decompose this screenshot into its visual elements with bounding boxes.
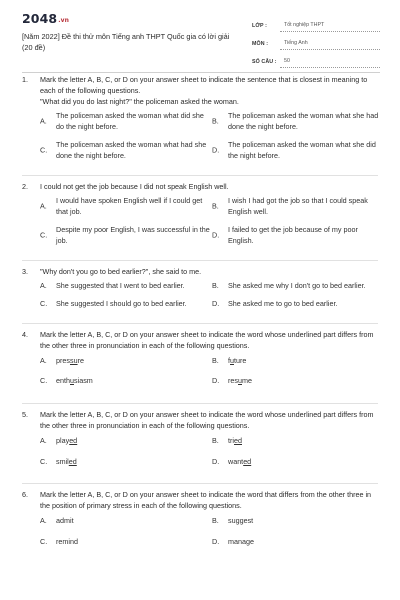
- option-underlined-part: ed: [234, 435, 242, 445]
- option-letter: B.: [212, 116, 219, 126]
- answer-option-d[interactable]: [212, 140, 384, 162]
- option-letter: C.: [40, 376, 48, 386]
- answer-options: [0, 281, 400, 317]
- option-letter: C.: [40, 145, 48, 155]
- answer-option-c[interactable]: [40, 140, 212, 162]
- option-letter: B.: [212, 281, 219, 291]
- option-text-part: ture: [234, 355, 247, 365]
- option-underlined-part: ed: [69, 435, 78, 445]
- question-4: [0, 330, 400, 397]
- option-letter: A.: [40, 355, 47, 365]
- option-letter: B.: [212, 201, 219, 211]
- answer-option-c[interactable]: [40, 225, 212, 247]
- option-text: manage: [228, 536, 254, 546]
- answer-option-c[interactable]: [40, 537, 212, 548]
- option-text: The policeman asked the woman what she did the night before.: [228, 139, 376, 160]
- document-title: [Năm 2022] Đề thi thử môn Tiếng anh THPT Quốc gia có lời giải (20 đề): [22, 32, 230, 52]
- answer-option-a[interactable]: [40, 356, 212, 367]
- question-text-line: Mark the letter A, B, C, or D on your answer sheet to indicate the word whose underlined part differs from the other three in pronunciation in each of the following questions.: [40, 410, 374, 430]
- option-text: admit: [56, 515, 74, 525]
- option-letter: D.: [212, 230, 220, 240]
- option-letter: D.: [212, 456, 220, 466]
- meta-count-row: [252, 50, 380, 68]
- question-stem: [0, 490, 400, 512]
- answer-option-b[interactable]: [212, 436, 384, 447]
- question-number: 1.: [22, 75, 28, 84]
- option-underlined-part: ed: [243, 456, 252, 466]
- question-divider: [22, 260, 378, 261]
- question-3: [0, 267, 400, 317]
- answer-option-d[interactable]: [212, 457, 384, 468]
- question-number: 5.: [22, 410, 28, 420]
- option-text: The policeman asked the woman what she had done the night before.: [228, 111, 379, 132]
- option-letter: D.: [212, 536, 220, 546]
- answer-options: [0, 111, 400, 168]
- option-letter: A.: [40, 116, 47, 126]
- option-text: She suggested I should go to bed earlier.: [56, 299, 187, 309]
- option-letter: C.: [40, 536, 48, 546]
- question-stem: [0, 75, 400, 107]
- answer-option-b[interactable]: [212, 516, 384, 527]
- question-text-line: "What did you do last night?" the policeman asked the woman.: [40, 96, 239, 106]
- question-1: [0, 75, 400, 169]
- question-stem: [0, 330, 400, 352]
- option-text: She suggested that I went to bed earlier.: [56, 281, 185, 291]
- option-letter: A.: [40, 281, 47, 291]
- question-divider: [22, 323, 378, 324]
- option-underlined-part: u: [70, 376, 74, 386]
- answer-option-a[interactable]: [40, 281, 212, 292]
- answer-option-d[interactable]: [212, 225, 384, 247]
- header: [0, 0, 400, 72]
- option-letter: D.: [212, 145, 220, 155]
- option-text: The policeman asked the woman what did she do the night before.: [56, 111, 204, 132]
- option-letter: B.: [212, 515, 219, 525]
- question-text-line: I could not get the job because I did not speak English well.: [40, 181, 229, 191]
- meta-subject-key: MÔN :: [252, 41, 269, 47]
- answer-option-b[interactable]: [212, 196, 384, 218]
- question-number: 4.: [22, 329, 28, 339]
- option-text-part: play: [56, 435, 70, 445]
- answer-option-b[interactable]: [212, 281, 384, 292]
- option-text: Despite my poor English, I was successful in the job.: [56, 224, 210, 245]
- meta-class-value: Tốt nghiệp THPT: [280, 22, 380, 32]
- question-number: 2.: [22, 181, 28, 191]
- question-text-line: "Why don't you go to bed earlier?", she said to me.: [40, 266, 202, 276]
- answer-options: [0, 516, 400, 558]
- logo-suffix: .vn: [58, 17, 69, 24]
- option-letter: A.: [40, 201, 47, 211]
- question-2: [0, 182, 400, 254]
- answer-option-b[interactable]: [212, 356, 384, 367]
- option-letter: D.: [212, 299, 220, 309]
- question-number: 3.: [22, 266, 28, 276]
- option-text: The policeman asked the woman what had she done the night before.: [56, 139, 207, 160]
- option-text-part: smil: [56, 456, 69, 466]
- option-letter: B.: [212, 435, 219, 445]
- option-text: remind: [56, 536, 78, 546]
- option-text-part: enth: [56, 376, 70, 386]
- option-text-part: tri: [228, 435, 234, 445]
- option-underlined-part: ed: [68, 456, 77, 466]
- answer-option-a[interactable]: [40, 111, 212, 133]
- option-letter: C.: [40, 299, 48, 309]
- question-number: 6.: [22, 490, 28, 500]
- meta-class-key: LỚP :: [252, 23, 267, 29]
- question-list: [0, 75, 400, 558]
- meta-count-value: 50: [280, 58, 380, 68]
- option-letter: C.: [40, 456, 48, 466]
- option-text-part: me: [242, 376, 252, 386]
- option-text: She asked me why I don't go to bed earlier.: [228, 281, 366, 291]
- question-stem: [0, 267, 400, 278]
- option-underlined-part: su: [69, 355, 78, 365]
- question-5: [0, 410, 400, 477]
- question-text-line: Mark the letter A, B, C, or D on your answer sheet to indicate the word that differs from the other three in the position of primary stress in each of the following questions.: [40, 490, 372, 511]
- question-stem: [0, 410, 400, 432]
- option-text: suggest: [228, 515, 254, 525]
- meta-subject-row: [252, 32, 380, 50]
- question-divider: [22, 175, 378, 176]
- option-underlined-part: u: [230, 355, 234, 365]
- option-text-part: siasm: [74, 376, 93, 386]
- option-text: I wish I had got the job so that I could speak English well.: [228, 196, 368, 217]
- option-text-part: f: [228, 355, 230, 365]
- option-text-part: want: [228, 456, 244, 466]
- meta-class-row: [252, 14, 380, 32]
- option-letter: A.: [40, 515, 47, 525]
- meta-count-key: SỐ CÂU :: [252, 59, 277, 65]
- answer-option-a[interactable]: [40, 516, 212, 527]
- option-text: I failed to get the job because of my poor English.: [228, 224, 358, 245]
- answer-options: [0, 356, 400, 398]
- answer-option-a[interactable]: [40, 436, 212, 447]
- meta-subject-value: Tiếng Anh: [280, 40, 380, 50]
- question-divider: [22, 403, 378, 404]
- meta-info: [252, 14, 380, 68]
- option-underlined-part: u: [238, 376, 242, 386]
- option-text: She asked me to go to bed earlier.: [228, 299, 338, 309]
- option-text: I would have spoken English well if I could get that job.: [56, 196, 203, 217]
- question-text-line: Mark the letter A, B, C, or D on your answer sheet to indicate the sentence that is closest in meaning to each of the following questions.: [40, 75, 368, 95]
- option-text-part: pres: [56, 355, 70, 365]
- question-divider: [22, 483, 378, 484]
- option-text-part: res: [228, 376, 238, 386]
- answer-option-d[interactable]: [212, 537, 384, 548]
- answer-option-c[interactable]: [40, 376, 212, 387]
- answer-option-d[interactable]: [212, 376, 384, 387]
- question-text-line: Mark the letter A, B, C, or D on your answer sheet to indicate the word whose underlined part differs from the other three in pronunciation in each of the following questions.: [40, 329, 374, 350]
- site-logo[interactable]: [22, 11, 69, 26]
- question-stem: [0, 182, 400, 193]
- answer-options: [0, 196, 400, 253]
- answer-option-d[interactable]: [212, 299, 384, 310]
- option-letter: B.: [212, 355, 219, 365]
- answer-option-a[interactable]: [40, 196, 212, 218]
- question-6: [0, 490, 400, 557]
- option-letter: D.: [212, 376, 220, 386]
- answer-option-c[interactable]: [40, 457, 212, 468]
- option-letter: C.: [40, 230, 48, 240]
- answer-option-b[interactable]: [212, 111, 384, 133]
- logo-text: 2048: [22, 11, 58, 26]
- header-divider: [22, 72, 380, 73]
- answer-options: [0, 436, 400, 478]
- answer-option-c[interactable]: [40, 299, 212, 310]
- option-text-part: re: [77, 355, 84, 365]
- option-letter: A.: [40, 435, 47, 445]
